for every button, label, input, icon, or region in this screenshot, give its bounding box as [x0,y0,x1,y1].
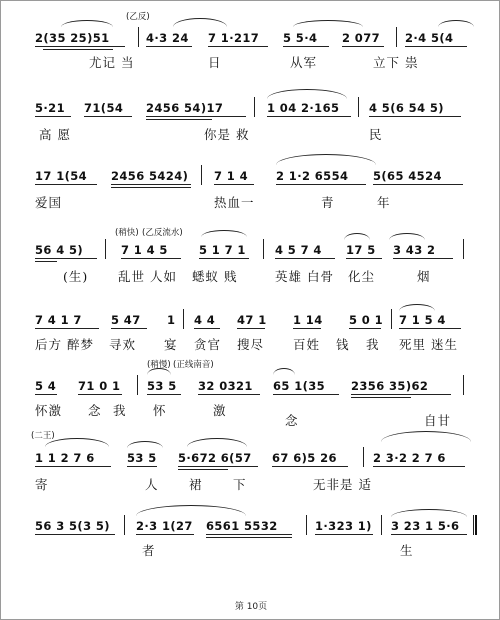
beam [127,466,157,467]
note-group: 2 1·2 6554 [276,169,349,183]
beam [111,328,147,329]
beam [43,49,113,50]
beam [35,184,97,185]
lyric: 化尘 [348,269,376,284]
beam [237,328,265,329]
beam [206,537,292,538]
note-group: 67 6)5 26 [272,451,337,465]
slur [61,20,113,27]
lyric: 裙 [189,477,203,492]
beam [146,119,212,120]
lyric: 百姓 [293,337,321,352]
beam [35,258,97,259]
barline [396,27,397,47]
beam [399,328,461,329]
slur [45,438,109,447]
lyric: 民 [369,127,383,142]
lyric: 贪官 [194,337,222,352]
beam [373,184,463,185]
annotation: (稍慢) [147,360,171,370]
barline [363,447,364,467]
note-group: 17 1(54 [35,169,88,183]
lyric: 人 [145,477,159,492]
note-group: 7 1 4 5 [121,243,168,257]
note-group: 4 5(6 54 5) [369,101,444,115]
lyric: 日 [208,55,222,70]
lyric: 从军 [290,55,318,70]
lyric: 你是 救 [204,127,250,142]
lyric: 搜尽 [237,337,265,352]
slur [399,304,435,311]
beam [373,466,465,467]
beam [273,394,339,395]
beam [121,258,181,259]
barline [463,375,464,395]
lyric: 英雄 白骨 [275,269,334,284]
beam [208,46,268,47]
note-group: 7 4 1 7 [35,313,82,327]
annotation: (乙反) [126,12,150,22]
note-group: 53 5 [127,451,157,465]
barline [358,97,359,117]
beam [391,534,467,535]
note-group: 5·21 [35,101,65,115]
note-group: 56 4 5) [35,243,84,257]
annotation: (二王) [31,431,55,441]
note-group: 32 0321 [198,379,253,393]
beam [111,184,191,185]
beam [346,258,382,259]
lyric: 念 [88,403,102,418]
lyric: 寄 [35,477,49,492]
note-group: 2·3 1(27 [136,519,193,533]
barline [183,309,184,329]
beam [267,116,351,117]
note-group: 5 1 7 1 [199,243,246,257]
barline [381,515,382,535]
beam [147,394,181,395]
beam [283,46,329,47]
note-group: 6561 5532 [206,519,278,533]
note-group: 53 5 [147,379,177,393]
lyric: 我 [113,403,127,418]
beam [35,116,71,117]
note-group: 17 5 [346,243,376,257]
slur [136,505,246,516]
note-group: 7 1 5 4 [399,313,446,327]
beam [405,46,467,47]
lyric: 激 [213,403,227,418]
beam [146,46,192,47]
beam [369,116,461,117]
note-group: 47 1 [237,313,267,327]
lyric: 念 [285,413,299,428]
note-group: 1 [167,313,176,327]
note-group: 4 4 [194,313,216,327]
lyric: 自甘 [424,413,452,428]
lyric: 尤记 当 [89,55,135,70]
barline [391,309,392,329]
barline [105,239,106,259]
beam [35,328,99,329]
barline [124,515,125,535]
lyric: 生 [400,543,414,558]
note-group: 71(54 [84,101,124,115]
slur [173,18,227,27]
beam [393,258,453,259]
lyric: 爱国 [35,195,63,210]
slur [381,431,471,442]
beam [198,394,260,395]
beam [342,46,384,47]
lyric: 怀激 [35,403,63,418]
note-group: 5(65 4524 [373,169,442,183]
beam [35,261,57,262]
lyric: 热血一 [214,195,255,210]
beam [178,469,228,470]
lyric: 后方 醉梦 [35,337,94,352]
beam [349,328,381,329]
lyric: 年 [377,195,391,210]
note-group: 1 1 2 7 6 [35,451,95,465]
slur [276,154,376,165]
beam [194,328,220,329]
lyric: 死里 迷生 [399,337,458,352]
beam [78,394,122,395]
note-group: 2(35 25)51 [35,31,110,45]
note-group: 2 3·2 2 7 6 [373,451,446,465]
beam [315,534,373,535]
lyric: 高 愿 [39,127,71,142]
note-group: 71 0 1 [78,379,121,393]
note-group: 56 3 5(3 5) [35,519,110,533]
slur [267,89,347,99]
beam [146,116,246,117]
barline [138,27,139,47]
slur [187,438,247,447]
note-group: 2456 5424) [111,169,189,183]
slur [147,368,171,375]
beam [293,328,321,329]
slur [293,20,363,27]
barline [463,239,464,259]
beam [111,187,191,188]
lyric: 烟 [417,269,431,284]
annotation: (乙反流水) [142,228,183,238]
double-barline [473,515,477,535]
note-group: 2356 35)62 [351,379,429,393]
slur [391,509,467,517]
note-group: 65 1(35 [273,379,326,393]
beam [35,394,57,395]
note-group: 5·672 6(57 [178,451,252,465]
lyric: 蟋蚁 贱 [192,269,238,284]
lyric: 我 [366,337,380,352]
beam [351,397,411,398]
lyric: 者 [142,543,156,558]
note-group: 2456 54)17 [146,101,224,115]
lyric: 青 [321,195,335,210]
slur [344,233,370,240]
note-group: 3 43 2 [393,243,436,257]
beam [214,184,254,185]
page-number: 第 10页 [234,602,268,612]
beam [136,534,194,535]
note-group: 4·3 24 [146,31,189,45]
beam [272,466,348,467]
barline [201,165,202,185]
annotation: (稍快) [115,228,139,238]
note-group: 1 14 [293,313,323,327]
note-group: 2 077 [342,31,381,45]
beam [275,258,335,259]
beam [199,258,249,259]
lyric: 无非是 适 [313,477,372,492]
slur [127,441,163,448]
note-group: 5 47 [111,313,141,327]
note-group: 5 4 [35,379,57,393]
lyric: 下 [233,477,247,492]
slur [389,233,425,240]
lyric: 寻欢 [109,337,137,352]
note-group: 2·4 5(4 [405,31,454,45]
note-group: 7 1·217 [208,31,260,45]
lyric: 乱世 人如 [118,269,177,284]
beam [35,46,125,47]
lyric: 钱 [336,337,350,352]
beam [351,394,451,395]
beam [276,184,366,185]
note-group: 4 5 7 4 [275,243,322,257]
lyric: 怀 [153,403,167,418]
beam [206,534,292,535]
beam [35,534,115,535]
barline [254,97,255,117]
slur [201,230,247,237]
beam [178,466,258,467]
note-group: 7 1 4 [214,169,249,183]
slur [273,368,295,375]
note-group: 5 5·4 [283,31,318,45]
annotation: (正线南音) [173,360,214,370]
lyric: 宴 [164,337,178,352]
barline [263,239,264,259]
barline [137,375,138,395]
note-group: 3 23 1 5·6 [391,519,460,533]
note-group: 5 0 1 [349,313,384,327]
note-group: 1 04 2·165 [267,101,340,115]
note-group: 1·323 1) [315,519,372,533]
lyric: (生) [63,269,89,284]
lyric: 立下 祟 [373,55,419,70]
beam [84,116,132,117]
barline [306,515,307,535]
beam [35,466,111,467]
slur [438,20,474,27]
